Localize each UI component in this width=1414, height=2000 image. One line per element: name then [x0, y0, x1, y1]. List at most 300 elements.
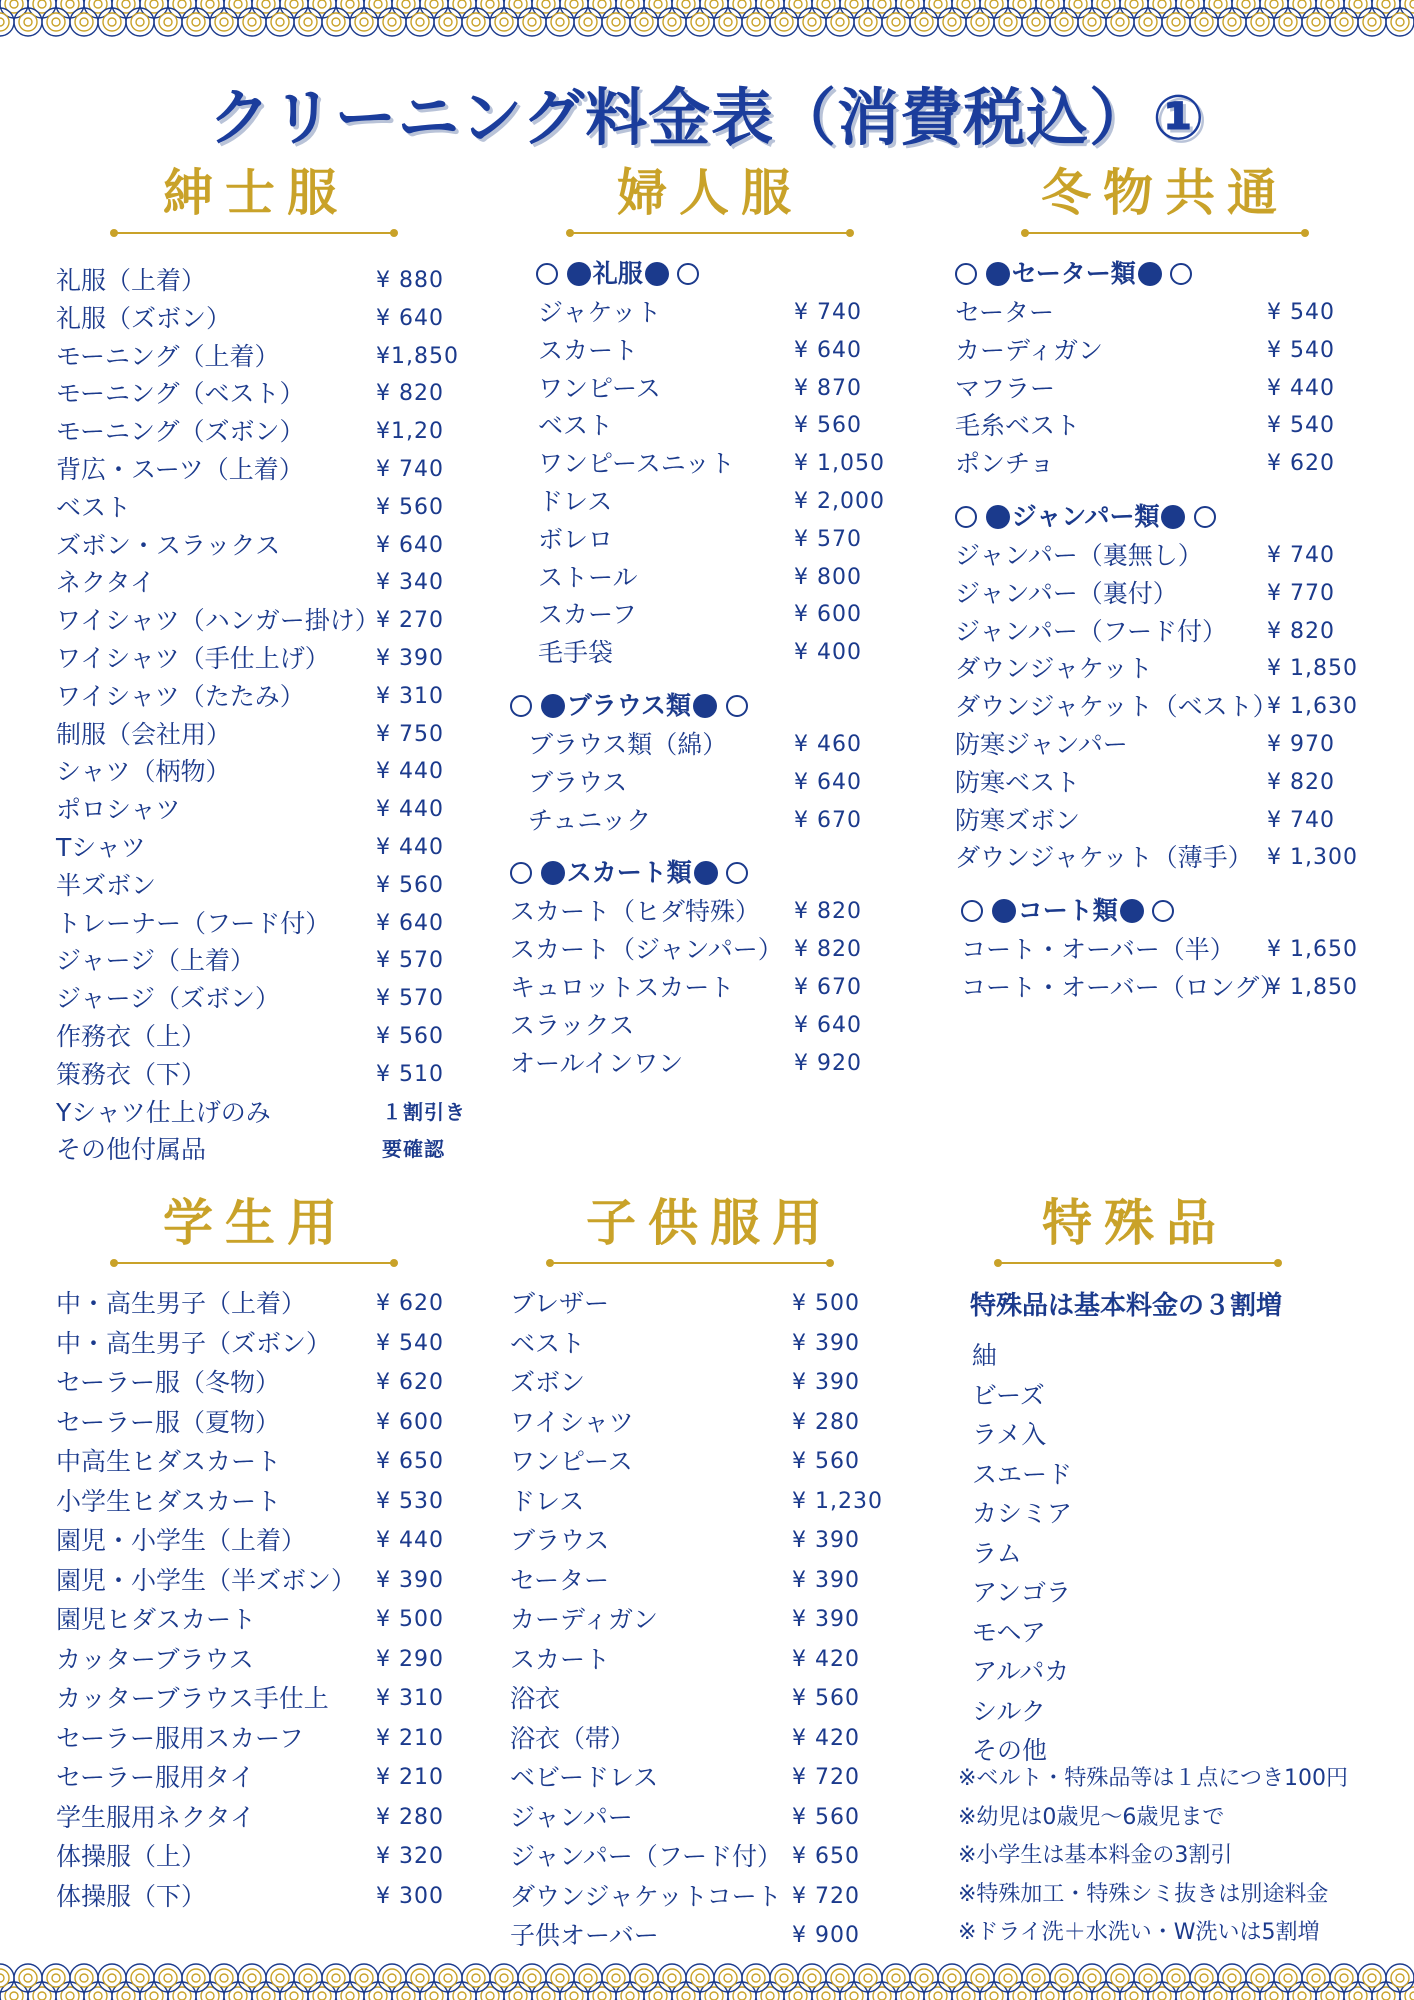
price-row — [56, 980, 486, 1018]
price-row — [56, 1758, 486, 1798]
filled-circle-icon — [541, 694, 565, 718]
item-name: 防寒ズボン — [955, 805, 1081, 835]
item-price: ¥ 440 — [376, 1528, 444, 1553]
item-name: キュロットスカート — [510, 972, 735, 1002]
item-name: ポロシャツ — [56, 795, 181, 825]
price-row — [510, 1045, 930, 1083]
price-row — [510, 969, 930, 1007]
special-material: アルパカ — [972, 1657, 1070, 1686]
price-row — [56, 489, 486, 527]
item-name: ベビードレス — [510, 1763, 659, 1792]
price-row — [955, 726, 1395, 764]
item-price: ¥ 720 — [792, 1883, 860, 1909]
item-name: 半ズボン — [56, 870, 157, 900]
price-row — [510, 1798, 930, 1838]
open-circle-icon — [510, 862, 532, 884]
item-name: ワイシャツ（ハンガー掛け） — [56, 606, 380, 636]
price-row — [56, 867, 486, 905]
item-name: オールインワン — [510, 1048, 684, 1078]
open-circle-icon — [726, 862, 748, 884]
item-name: 体操服（下） — [56, 1881, 207, 1911]
item-name: ベスト — [510, 1328, 586, 1358]
item-name: 園児・小学生（上着） — [56, 1526, 307, 1555]
item-name: スカート（ジャンパー） — [510, 935, 783, 965]
subgroup-heading — [955, 497, 1395, 537]
price-row — [510, 1324, 930, 1364]
price-row — [56, 338, 486, 376]
item-name: 防寒ジャンパー — [955, 729, 1128, 759]
price-row — [510, 1363, 930, 1403]
price-row — [955, 839, 1395, 877]
item-name: トレーナー（フード付） — [56, 908, 331, 938]
price-row — [56, 451, 486, 489]
item-name: 毛糸ベスト — [955, 411, 1081, 441]
mens-heading-underline — [114, 232, 394, 234]
price-row — [56, 678, 486, 716]
price-row — [955, 294, 1395, 332]
item-price: ¥ 540 — [1267, 337, 1335, 363]
item-name: ダウンジャケットコート — [510, 1881, 782, 1911]
item-price: ¥ 560 — [376, 494, 444, 520]
open-circle-icon — [677, 263, 699, 285]
item-price: ¥ 620 — [1267, 451, 1335, 477]
item-price: ¥ 340 — [376, 570, 444, 596]
price-row — [955, 575, 1395, 613]
footnote: ※特殊加工・特殊シミ抜きは別途料金 — [958, 1881, 1329, 1907]
item-price: ¥ 650 — [376, 1449, 444, 1474]
subgroup-label: コート類 — [1017, 896, 1118, 926]
item-price: ¥ 280 — [792, 1409, 860, 1435]
item-name: マフラー — [955, 373, 1056, 403]
price-row — [56, 1403, 486, 1443]
item-name: セーラー服用スカーフ — [56, 1723, 304, 1753]
item-price: ¥ 500 — [376, 1607, 444, 1632]
price-row — [56, 1877, 486, 1917]
price-row — [955, 802, 1395, 840]
item-name: Tシャツ — [56, 832, 146, 862]
womens-heading-underline — [570, 232, 850, 234]
item-name: 制服（会社用） — [56, 719, 232, 749]
item-price: ¥ 390 — [792, 1607, 860, 1632]
price-row — [56, 602, 486, 640]
price-row — [56, 1018, 486, 1056]
item-price: ¥ 440 — [376, 797, 444, 823]
item-name: ベスト — [56, 492, 132, 522]
item-name: モーニング（ベスト） — [56, 379, 305, 409]
price-row — [56, 640, 486, 678]
item-price: ¥ 320 — [376, 1844, 444, 1869]
price-row — [510, 294, 930, 332]
item-price: ¥ 640 — [376, 532, 444, 558]
item-price: ¥ 510 — [376, 1061, 444, 1087]
special-materials — [970, 1336, 1400, 1771]
item-name: ズボン・スラックス — [56, 530, 281, 560]
price-row — [955, 332, 1395, 370]
open-circle-icon — [961, 900, 983, 922]
price-row — [56, 1521, 486, 1561]
subgroup-heading — [955, 254, 1395, 294]
subgroup-label: ブラウス類 — [566, 690, 691, 720]
price-row — [955, 407, 1395, 445]
item-name: ネクタイ — [56, 568, 156, 598]
price-row — [56, 905, 486, 943]
item-name: ストール — [538, 562, 638, 592]
item-price: ¥ 390 — [792, 1528, 860, 1553]
price-row — [510, 1640, 930, 1680]
item-price: ¥ 300 — [376, 1883, 444, 1909]
open-circle-icon — [536, 263, 558, 285]
item-name: ワイシャツ — [510, 1407, 634, 1437]
item-name: 浴衣（帯） — [510, 1723, 636, 1753]
open-circle-icon — [1152, 900, 1174, 922]
price-row — [510, 802, 930, 840]
price-row — [56, 262, 486, 300]
item-price: ¥ 740 — [1267, 542, 1335, 568]
filled-circle-icon — [645, 262, 669, 286]
price-row — [56, 1482, 486, 1522]
item-name: 体操服（上） — [56, 1842, 207, 1871]
item-name: ブレザー — [510, 1289, 610, 1318]
item-name: セーター — [510, 1565, 610, 1595]
filled-circle-icon — [1120, 899, 1144, 923]
filled-circle-icon — [541, 861, 565, 885]
price-row — [510, 1007, 930, 1045]
item-price: ¥ 1,630 — [1267, 694, 1358, 720]
price-row — [510, 1758, 930, 1798]
item-name: スカート（ヒダ特殊） — [510, 897, 761, 927]
item-price: ¥ 500 — [792, 1291, 860, 1316]
item-price: ¥ 440 — [376, 759, 444, 785]
item-name: ジャンパー（裏付） — [955, 578, 1178, 608]
price-row — [510, 407, 930, 445]
item-price: １割引き — [382, 1099, 466, 1124]
item-name: ワンピース — [510, 1447, 633, 1476]
price-row — [56, 942, 486, 980]
item-price: ¥ 390 — [792, 1567, 860, 1593]
item-name: 策務衣（下） — [56, 1059, 207, 1089]
item-name: 礼服（上着） — [56, 266, 207, 295]
bottom-wave-border — [0, 1950, 1414, 2000]
item-name: 小学生ヒダスカート — [56, 1486, 282, 1516]
price-row — [56, 1094, 486, 1132]
item-name: チュニック — [528, 805, 652, 835]
item-price: ¥1,20 — [376, 419, 444, 445]
special-material: 紬 — [972, 1341, 998, 1370]
special-material: スエード — [972, 1459, 1073, 1489]
womens-list — [510, 254, 930, 1082]
price-row — [510, 1403, 930, 1443]
price-row — [56, 1131, 486, 1169]
item-price: ¥ 390 — [792, 1370, 860, 1395]
item-price: ¥ 740 — [794, 300, 862, 325]
winter-heading-underline — [1025, 232, 1305, 234]
item-price: ¥ 560 — [794, 413, 862, 439]
item-price: ¥ 390 — [376, 1567, 444, 1593]
item-name: コート・オーバー（ロング） — [961, 972, 1286, 1002]
price-row — [56, 527, 486, 565]
subgroup-label: スカート類 — [566, 858, 692, 888]
item-price: ¥ 570 — [794, 526, 862, 552]
subgroup-label: ジャンパー類 — [1011, 501, 1160, 531]
item-price: ¥ 540 — [1267, 300, 1335, 325]
item-price: ¥ 970 — [1267, 731, 1335, 757]
item-name: その他付属品 — [56, 1135, 207, 1165]
item-name: モーニング（ズボン） — [56, 417, 305, 447]
price-row — [510, 1837, 930, 1877]
item-name: ワイシャツ（たたみ） — [56, 681, 305, 711]
item-price: ¥ 650 — [792, 1844, 860, 1869]
price-row — [56, 1798, 486, 1838]
item-name: セーター — [955, 298, 1055, 327]
filled-circle-icon — [992, 899, 1016, 923]
price-row — [56, 1324, 486, 1364]
item-price: ¥ 640 — [376, 305, 444, 331]
student-section — [56, 1192, 486, 1916]
subgroup-label: セーター類 — [1011, 259, 1136, 288]
mens-section — [56, 162, 486, 1169]
price-row — [56, 1679, 486, 1719]
price-row — [56, 1561, 486, 1601]
open-circle-icon — [510, 695, 532, 717]
item-price: ¥ 640 — [794, 337, 862, 363]
item-price: ¥ 740 — [376, 456, 444, 482]
item-price: ¥ 720 — [792, 1765, 860, 1790]
price-row — [56, 716, 486, 754]
item-price: ¥ 640 — [794, 1012, 862, 1038]
item-name: Yシャツ仕上げのみ — [56, 1097, 271, 1127]
item-price: ¥ 800 — [794, 564, 862, 590]
price-row — [510, 1916, 930, 1956]
item-name: ダウンジャケット（薄手） — [955, 843, 1253, 873]
item-price: ¥ 560 — [376, 872, 444, 898]
price-row — [510, 1679, 930, 1719]
item-name: ポンチョ — [955, 449, 1055, 479]
item-price: ¥ 390 — [376, 645, 444, 671]
item-name: コート・オーバー（半） — [961, 935, 1235, 965]
winter-list — [955, 254, 1395, 1007]
item-name: 防寒ベスト — [955, 767, 1081, 797]
item-name: ジャンパー — [510, 1802, 633, 1832]
price-row — [510, 726, 930, 764]
filled-circle-icon — [694, 861, 718, 885]
kids-heading: 子供服用 — [586, 1194, 834, 1252]
item-name: ブラウス類（綿） — [528, 729, 728, 759]
item-name: 毛手袋 — [538, 638, 614, 668]
item-name: ワンピース — [538, 373, 661, 403]
price-row — [510, 1877, 930, 1917]
item-price: ¥ 530 — [376, 1488, 444, 1514]
item-price: ¥ 210 — [376, 1765, 444, 1790]
footnote: ※幼児は0歳児〜6歳児まで — [958, 1804, 1225, 1830]
item-price: ¥ 1,300 — [1267, 845, 1358, 871]
subgroup-heading — [510, 853, 930, 893]
item-name: ジャンパー（フード付） — [955, 616, 1228, 646]
item-price: ¥ 1,230 — [792, 1488, 883, 1514]
open-circle-icon — [1194, 506, 1216, 528]
price-row — [955, 969, 1395, 1007]
item-price: ¥ 820 — [1267, 769, 1335, 795]
item-name: セーラー服（夏物） — [56, 1407, 281, 1437]
special-intro: 特殊品は基本料金の３割増 — [970, 1291, 1283, 1321]
item-name: ワイシャツ（手仕上げ） — [56, 643, 330, 673]
item-price: ¥ 900 — [792, 1923, 860, 1948]
item-name: カーディガン — [955, 335, 1104, 365]
item-name: 中・高生男子（上着） — [56, 1289, 307, 1318]
price-row — [510, 1521, 930, 1561]
item-name: セーラー服用タイ — [56, 1763, 255, 1792]
price-row — [510, 370, 930, 408]
open-circle-icon — [955, 506, 977, 528]
item-price: ¥ 820 — [1267, 618, 1335, 644]
price-row — [510, 1482, 930, 1522]
special-material: ラム — [972, 1538, 1022, 1568]
price-row — [56, 1284, 486, 1324]
price-row — [955, 370, 1395, 408]
special-material: カシミア — [972, 1499, 1073, 1528]
item-price: ¥ 290 — [376, 1646, 444, 1672]
item-name: ダウンジャケット — [955, 654, 1153, 684]
item-price: ¥ 570 — [376, 986, 444, 1012]
item-price: ¥ 1,850 — [1267, 974, 1358, 1000]
item-price: ¥ 210 — [376, 1725, 444, 1751]
price-row — [510, 1600, 930, 1640]
open-circle-icon — [955, 263, 977, 285]
price-row — [56, 564, 486, 602]
item-price: ¥ 640 — [376, 910, 444, 936]
item-price: ¥ 420 — [792, 1646, 860, 1672]
item-price: ¥ 460 — [794, 731, 862, 757]
footnotes — [958, 1760, 1348, 1953]
price-row — [56, 753, 486, 791]
item-price: ¥ 2,000 — [794, 488, 885, 514]
special-material: アンゴラ — [972, 1578, 1072, 1607]
item-price: ¥ 560 — [376, 1023, 444, 1049]
student-heading-underline — [114, 1262, 394, 1264]
price-row — [955, 650, 1395, 688]
item-name: 園児ヒダスカート — [56, 1605, 257, 1634]
item-price: ¥ 400 — [794, 640, 862, 666]
item-price: ¥ 820 — [794, 937, 862, 963]
item-name: カーディガン — [510, 1605, 659, 1634]
item-price: ¥ 560 — [792, 1804, 860, 1830]
price-row — [56, 1442, 486, 1482]
filled-circle-icon — [1161, 505, 1185, 529]
winter-heading: 冬物共通 — [1041, 164, 1289, 222]
item-price: ¥ 390 — [792, 1330, 860, 1356]
item-name: モーニング（上着） — [56, 341, 280, 371]
item-price: 要確認 — [382, 1137, 445, 1162]
item-price: ¥ 270 — [376, 608, 444, 634]
item-name: ブラウス — [528, 767, 628, 797]
item-name: スラックス — [510, 1010, 635, 1040]
item-price: ¥ 440 — [376, 834, 444, 860]
item-name: シャツ（柄物） — [56, 757, 231, 787]
kids-section — [510, 1192, 930, 1956]
mens-list — [56, 262, 486, 1169]
item-name: ドレス — [538, 486, 613, 516]
price-row — [510, 931, 930, 969]
winter-section — [955, 162, 1395, 1007]
item-price: ¥ 570 — [376, 948, 444, 974]
item-price: ¥ 880 — [376, 268, 444, 293]
item-name: カッターブラウス手仕上 — [56, 1684, 329, 1713]
price-row — [955, 445, 1395, 483]
special-material: モヘア — [972, 1617, 1046, 1647]
price-row — [56, 375, 486, 413]
item-name: ボレロ — [538, 524, 614, 554]
item-price: ¥ 310 — [376, 683, 444, 709]
item-price: ¥ 1,850 — [1267, 656, 1358, 682]
item-price: ¥ 770 — [1267, 580, 1335, 606]
filled-circle-icon — [567, 262, 591, 286]
item-name: スカーフ — [538, 600, 637, 630]
item-name: ブラウス — [510, 1526, 610, 1555]
price-row — [510, 596, 930, 634]
price-row — [510, 483, 930, 521]
item-price: ¥ 540 — [1267, 413, 1335, 439]
price-row — [510, 1442, 930, 1482]
price-row — [56, 300, 486, 338]
item-name: 作務衣（上） — [56, 1021, 207, 1051]
price-row — [56, 791, 486, 829]
top-wave-border — [0, 0, 1414, 50]
price-row — [56, 1056, 486, 1094]
item-name: ダウンジャケット（ベスト） — [955, 692, 1278, 722]
item-price: ¥ 560 — [792, 1449, 860, 1474]
item-name: 礼服（ズボン） — [56, 303, 232, 333]
item-name: ベスト — [538, 411, 614, 441]
price-row — [510, 332, 930, 370]
price-row — [955, 688, 1395, 726]
item-price: ¥ 440 — [1267, 375, 1335, 401]
open-circle-icon — [1170, 263, 1192, 285]
item-price: ¥ 310 — [376, 1686, 444, 1711]
item-name: 中高生ヒダスカート — [56, 1447, 282, 1476]
item-price: ¥ 820 — [794, 899, 862, 925]
item-name: ジャンパー（フード付） — [510, 1842, 783, 1871]
item-price: ¥ 560 — [792, 1686, 860, 1711]
item-name: 学生服用ネクタイ — [56, 1802, 256, 1832]
price-row — [56, 413, 486, 451]
item-name: ジャンパー（裏無し） — [955, 540, 1203, 570]
item-name: ジャケット — [538, 298, 662, 327]
price-row — [56, 1600, 486, 1640]
item-name: セーラー服（冬物） — [56, 1368, 281, 1397]
item-price: ¥ 920 — [794, 1050, 862, 1076]
womens-heading: 婦人服 — [617, 164, 803, 222]
subgroup-heading — [510, 254, 930, 294]
price-row — [510, 893, 930, 931]
item-price: ¥ 670 — [794, 807, 862, 833]
item-price: ¥ 740 — [1267, 807, 1335, 833]
item-name: 子供オーバー — [510, 1921, 659, 1950]
item-price: ¥ 280 — [376, 1804, 444, 1830]
item-price: ¥ 640 — [794, 769, 862, 795]
price-row — [510, 1561, 930, 1601]
special-material: ビーズ — [972, 1380, 1045, 1410]
item-price: ¥ 1,050 — [794, 451, 885, 477]
footnote: ※ベルト・特殊品等は１点につき100円 — [958, 1766, 1348, 1791]
special-heading: 特殊品 — [1042, 1194, 1228, 1252]
special-material: シルク — [972, 1696, 1046, 1726]
special-heading-underline — [998, 1262, 1278, 1264]
item-name: カッターブラウス — [56, 1644, 254, 1674]
price-row — [56, 1363, 486, 1403]
mens-heading: 紳士服 — [163, 164, 349, 222]
price-row — [510, 521, 930, 559]
item-name: 中・高生男子（ズボン） — [56, 1328, 332, 1358]
price-row — [56, 829, 486, 867]
